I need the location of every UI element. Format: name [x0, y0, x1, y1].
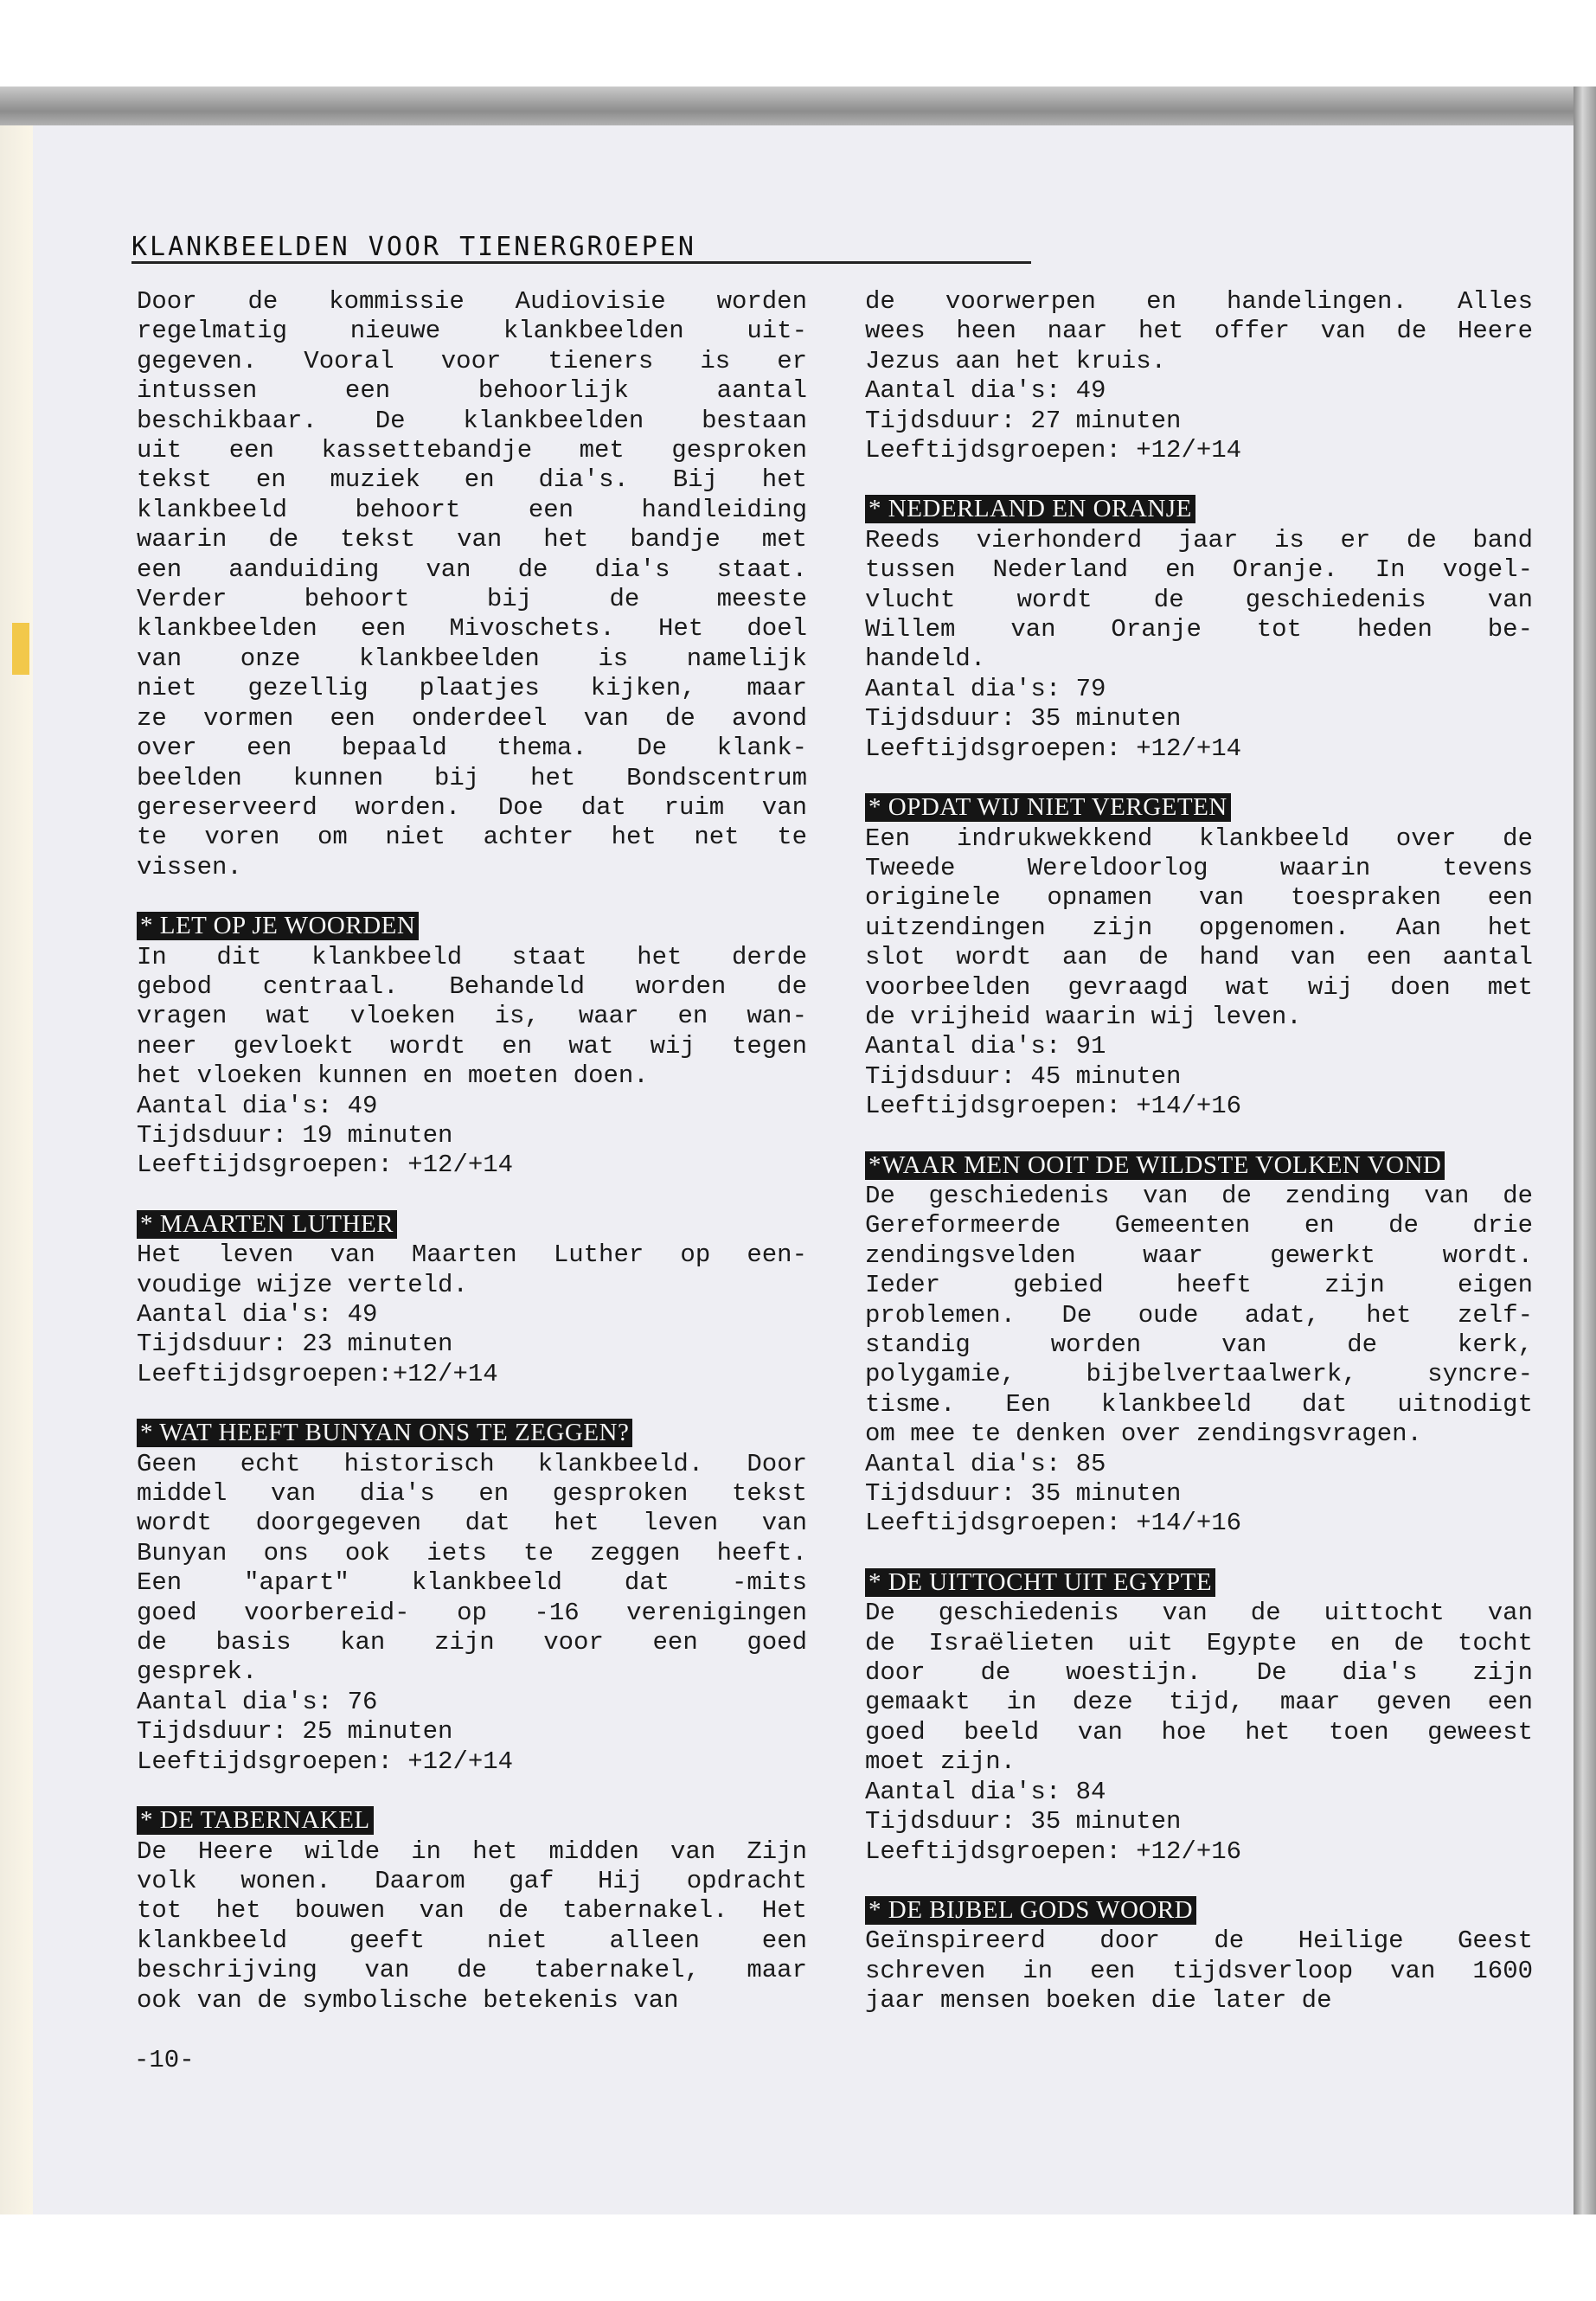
text-line: vragen wat vloeken is, waar en wan- [137, 1002, 807, 1031]
section [137, 1806, 807, 2016]
text-line: handeld. [865, 644, 986, 674]
text-line: uit een kassettebandje met gesproken [137, 436, 807, 465]
text-line: moet zijn. [865, 1747, 1016, 1777]
right-column [865, 287, 1533, 2016]
section-title: * DE TABERNAKEL [137, 1806, 374, 1835]
meta-line: Tijdsduur: 19 minuten [137, 1120, 453, 1150]
text-line: ook van de symbolische betekenis van [137, 1985, 679, 2015]
meta-line: Tijdsduur: 45 minuten [865, 1061, 1182, 1091]
text-line: Ieder gebied heeft zijn eigen [865, 1271, 1533, 1300]
text-line: In dit klankbeeld staat het derde [137, 942, 807, 971]
text-line: Tweede Wereldoorlog waarin tevens [865, 853, 1533, 882]
text-line: gebod centraal. Behandeld worden de [137, 971, 807, 1001]
page-number: -10- [134, 2046, 195, 2074]
text-line: een aanduiding van de dia's staat. [137, 554, 807, 584]
text-line: tekst en muziek en dia's. Bij het [137, 465, 807, 495]
text-line: zendingsvelden waar gewerkt wordt. [865, 1240, 1533, 1270]
text-line: standig worden van de kerk, [865, 1330, 1533, 1359]
section-title: * LET OP JE WOORDEN [137, 912, 419, 940]
text-line: te voren om niet achter het net te [137, 823, 807, 852]
meta-line: Aantal dia's: 79 [865, 674, 1106, 703]
meta-line: Aantal dia's: 76 [137, 1687, 378, 1716]
text-line: tisme. Een klankbeeld dat uitnodigt [865, 1389, 1533, 1419]
text-line: van onze klankbeelden is namelijk [137, 644, 807, 673]
text-line: waarin de tekst van het bandje met [137, 525, 807, 554]
text-line: slot wordt aan de hand van een aantal [865, 943, 1533, 972]
text-line: originele opnamen van toespraken een [865, 883, 1533, 913]
section [137, 1210, 807, 1389]
meta-line: Leeftijdsgroepen: +12/+14 [865, 734, 1242, 763]
text-line: de Israëlieten uit Egypte en de tocht [865, 1628, 1533, 1657]
text-line: om mee te denken over zendingsvragen. [865, 1420, 1422, 1449]
meta-line: Tijdsduur: 35 minuten [865, 704, 1182, 734]
right-continuation [865, 287, 1533, 465]
section [865, 1151, 1533, 1539]
text-line: tussen Nederland en Oranje. In vogel- [865, 555, 1533, 585]
left-column [137, 287, 807, 2016]
meta-line: Aantal dia's: 49 [137, 1300, 378, 1329]
section-title: * MAARTEN LUTHER [137, 1210, 397, 1239]
intro-paragraph [137, 287, 807, 882]
text-line: neer gevloekt wordt en wat wij tegen [137, 1031, 807, 1061]
text-line: voudige wijze verteld. [137, 1270, 468, 1299]
text-line: intussen een behoorlijk aantal [137, 376, 807, 406]
section [865, 495, 1533, 764]
text-line: wordt doorgegeven dat het leven van [137, 1509, 807, 1538]
text-line: Geïnspireerd door de Heilige Geest [865, 1926, 1533, 1956]
meta-line: Leeftijdsgroepen: +14/+16 [865, 1092, 1242, 1121]
text-line: vissen. [137, 852, 242, 881]
meta-line: Leeftijdsgroepen: +12/+16 [865, 1836, 1242, 1866]
right-sections [865, 495, 1533, 2016]
meta-line: Leeftijdsgroepen: +14/+16 [865, 1509, 1242, 1538]
meta-line: Aantal dia's: 49 [137, 1091, 378, 1120]
text-line: klankbeelden een Mivoschets. Het doel [137, 614, 807, 644]
text-line: vlucht wordt de geschiedenis van [865, 585, 1533, 614]
text-line: Bunyan ons ook iets te zeggen heeft. [137, 1538, 807, 1567]
section [865, 1896, 1533, 2016]
text-line: Jezus aan het kruis. [865, 346, 1167, 375]
section-title: * OPDAT WIJ NIET VERGETEN [865, 793, 1231, 822]
meta-line: Leeftijdsgroepen: +12/+14 [137, 1747, 514, 1776]
text-line: De geschiedenis van de zending van de [865, 1181, 1533, 1210]
meta-line: Aantal dia's: 84 [865, 1777, 1106, 1806]
text-line: goed beeld van hoe het toen geweest [865, 1717, 1533, 1747]
text-line: beelden kunnen bij het Bondscentrum [137, 763, 807, 792]
meta-line: Aantal dia's: 85 [865, 1449, 1106, 1478]
text-line: Verder behoort bij de meeste [137, 585, 807, 614]
text-line: Het leven van Maarten Luther op een- [137, 1240, 807, 1270]
meta-line: Tijdsduur: 23 minuten [137, 1330, 453, 1359]
book-spine [1574, 87, 1596, 2214]
section [137, 1419, 807, 1777]
section-title: * DE BIJBEL GODS WOORD [865, 1896, 1196, 1925]
text-line: ze vormen een onderdeel van de avond [137, 703, 807, 733]
text-line: Een "apart" klankbeeld dat -mits [137, 1568, 807, 1598]
text-line: Reeds vierhonderd jaar is er de band [865, 525, 1533, 554]
section-title: *WAAR MEN OOIT DE WILDSTE VOLKEN VOND [865, 1151, 1445, 1180]
text-line: tot het bouwen van de tabernakel. Het [137, 1896, 807, 1926]
text-line: middel van dia's en gesproken tekst [137, 1479, 807, 1509]
page-heading: KLANKBEELDEN VOOR TIENERGROEPEN [131, 234, 1031, 264]
text-line: voorbeelden gevraagd wat wij doen met [865, 972, 1533, 1002]
scan-top-edge [0, 87, 1596, 128]
text-line: gereserveerd worden. Doe dat ruim van [137, 792, 807, 822]
text-line: beschrijving van de tabernakel, maar [137, 1956, 807, 1985]
text-line: schreven in een tijdsverloop van 1600 [865, 1956, 1533, 1985]
text-line: Geen echt historisch klankbeeld. Door [137, 1449, 807, 1478]
meta-line: Leeftijdsgroepen:+12/+14 [137, 1359, 498, 1388]
text-line: de voorwerpen en handelingen. Alles [865, 287, 1533, 316]
meta-line: Aantal dia's: 91 [865, 1032, 1106, 1061]
text-line: de basis kan zijn voor een goed [137, 1628, 807, 1657]
text-line: gesprek. [137, 1657, 258, 1687]
section-title: * DE UITTOCHT UIT EGYPTE [865, 1568, 1215, 1597]
text-line: Gereformeerde Gemeenten en de drie [865, 1211, 1533, 1240]
text-line: klankbeeld geeft niet alleen een [137, 1926, 807, 1955]
text-line: volk wonen. Daarom gaf Hij opdracht [137, 1866, 807, 1895]
section [865, 1568, 1533, 1867]
text-line: gegeven. Vooral voor tieners is er [137, 346, 807, 375]
text-line: De geschiedenis van de uittocht van [865, 1599, 1533, 1628]
meta-line: Aantal dia's: 49 [865, 376, 1106, 406]
section [865, 793, 1533, 1121]
text-line: problemen. De oude adat, het zelf- [865, 1300, 1533, 1330]
section-title: * WAT HEEFT BUNYAN ONS TE ZEGGEN? [137, 1419, 632, 1447]
text-line: Door de kommissie Audiovisie worden [137, 287, 807, 316]
text-line: Willem van Oranje tot heden be- [865, 615, 1533, 644]
left-sections [137, 912, 807, 2016]
text-line: door de woestijn. De dia's zijn [865, 1658, 1533, 1688]
text-line: uitzendingen zijn opgenomen. Aan het [865, 913, 1533, 942]
text-line: klankbeeld behoort een handleiding [137, 495, 807, 524]
meta-line: Tijdsduur: 27 minuten [865, 406, 1182, 435]
section [137, 912, 807, 1181]
text-line: regelmatig nieuwe klankbeelden uit- [137, 317, 807, 346]
text-line: niet gezellig plaatjes kijken, maar [137, 674, 807, 703]
text-line: gemaakt in deze tijd, maar geven een [865, 1688, 1533, 1717]
meta-line: Tijdsduur: 25 minuten [137, 1717, 453, 1747]
text-line: het vloeken kunnen en moeten doen. [137, 1061, 649, 1091]
section-title: * NEDERLAND EN ORANJE [865, 495, 1195, 523]
text-line: jaar mensen boeken die later de [865, 1986, 1332, 2016]
text-line: over een bepaald thema. De klank- [137, 734, 807, 763]
text-line: goed voorbereid- op -16 verenigingen [137, 1598, 807, 1627]
bookmark-tab [12, 623, 29, 675]
text-line: De Heere wilde in het midden van Zijn [137, 1836, 807, 1866]
meta-line: Leeftijdsgroepen: +12/+14 [137, 1150, 514, 1180]
text-line: wees heen naar het offer van de Heere [865, 317, 1533, 346]
text-line: beschikbaar. De klankbeelden bestaan [137, 406, 807, 435]
meta-line: Tijdsduur: 35 minuten [865, 1479, 1182, 1509]
text-line: Een indrukwekkend klankbeeld over de [865, 824, 1533, 853]
meta-line: Leeftijdsgroepen: +12/+14 [865, 436, 1242, 465]
page-left-edge [0, 125, 35, 2214]
text-line: polygamie, bijbelvertaalwerk, syncre- [865, 1360, 1533, 1389]
text-line: de vrijheid waarin wij leven. [865, 1002, 1302, 1031]
meta-line: Tijdsduur: 35 minuten [865, 1807, 1182, 1836]
